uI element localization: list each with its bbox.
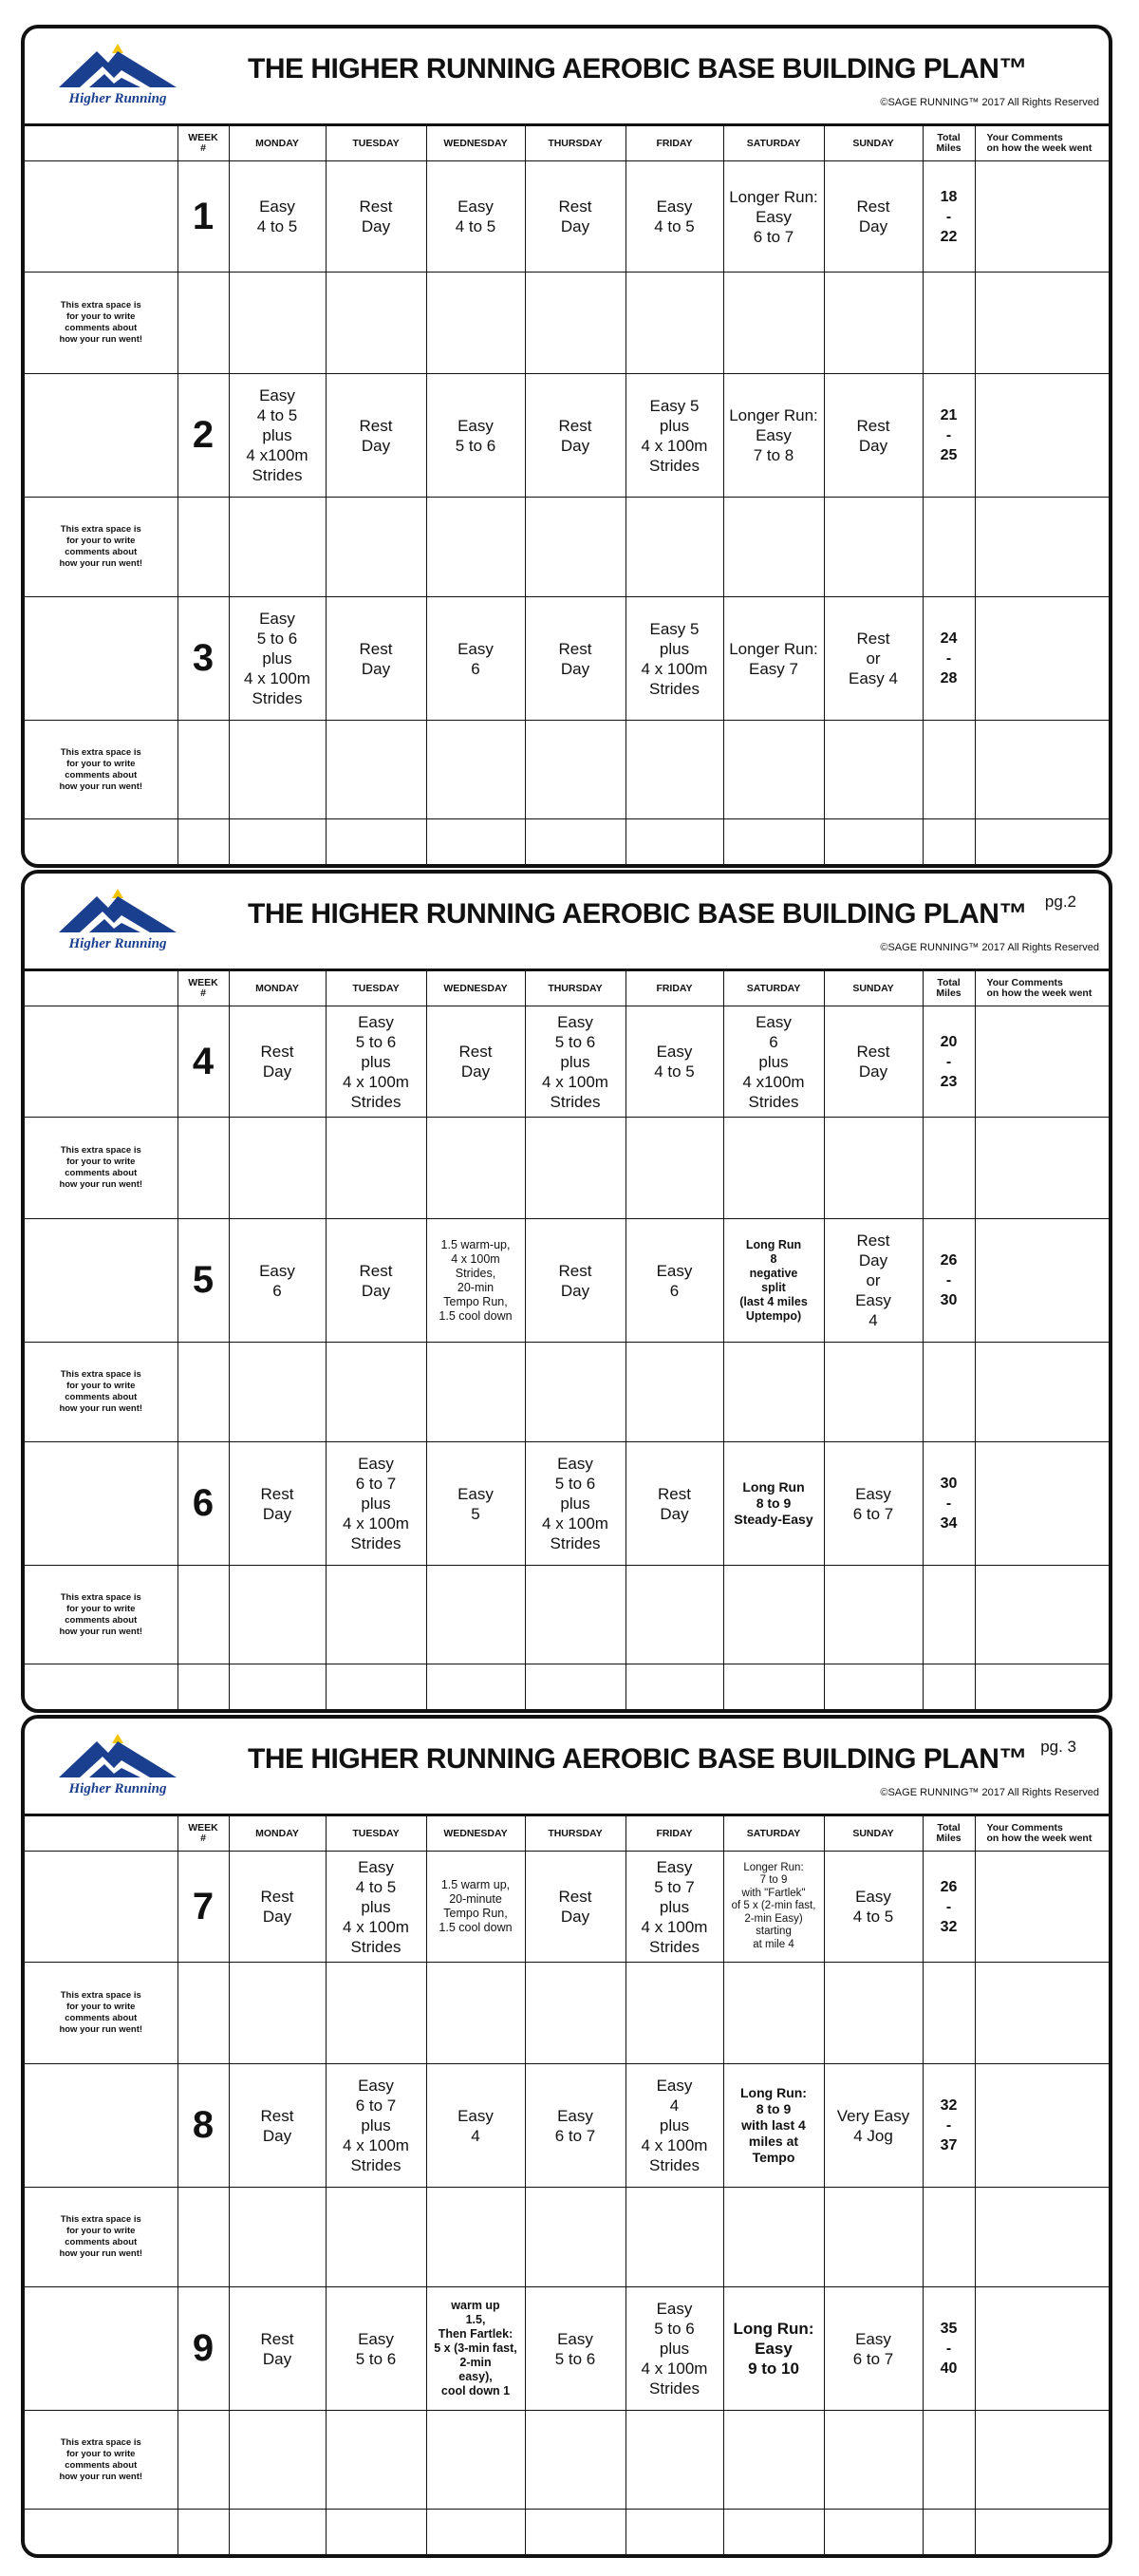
sunday-workout: Easy 6 to 7: [824, 1442, 923, 1566]
header-row: [25, 1816, 1109, 1852]
week-row: [25, 161, 1109, 273]
page-number: pg.2: [1044, 893, 1076, 911]
monday-workout: Rest Day: [229, 2064, 326, 2188]
page-number: pg. 3: [1040, 1738, 1076, 1756]
label-cell: [25, 1442, 177, 1566]
week-comments-cell[interactable]: [975, 374, 1109, 498]
total-miles: 24 - 28: [923, 597, 975, 721]
plan-page-1: [21, 25, 1112, 868]
notes-hint: This extra space is for your to write comments about how your run went!: [25, 2188, 177, 2287]
label-cell: [25, 1852, 177, 1963]
week-number: 4: [177, 1006, 229, 1118]
saturday-workout: Long Run: 8 to 9 with last 4 miles at Tempo: [723, 2064, 824, 2188]
tuesday-header: TUESDAY: [326, 1816, 426, 1852]
copyright-notice: ©SAGE RUNNING™ 2017 All Rights Reserved: [880, 942, 1099, 953]
friday-workout: Easy 4 to 5: [626, 161, 723, 273]
sunday-workout: Rest Day: [824, 374, 923, 498]
thursday-workout: Rest Day: [525, 597, 626, 721]
label-cell: [25, 2287, 177, 2411]
week-number: 5: [177, 1219, 229, 1343]
week-number: 8: [177, 2064, 229, 2188]
week-header: WEEK #: [177, 1816, 229, 1852]
plan-page-2: [21, 870, 1112, 1713]
monday-workout: Easy 4 to 5 plus 4 x100m Strides: [229, 374, 326, 498]
notes-row: [25, 273, 1109, 374]
schedule-table: [25, 971, 1109, 1713]
saturday-workout: Easy 6 plus 4 x100m Strides: [723, 1006, 824, 1118]
comments-header: Your Comments on how the week went: [975, 971, 1109, 1006]
notes-row: [25, 2188, 1109, 2287]
svg-text:Higher Running: Higher Running: [68, 91, 167, 106]
notes-hint: This extra space is for your to write comments about how your run went!: [25, 721, 177, 819]
week-row: [25, 1442, 1109, 1566]
total-miles-header: Total Miles: [923, 1816, 975, 1852]
blank-header: [25, 126, 177, 161]
week-number: 3: [177, 597, 229, 721]
wednesday-workout: Easy 5 to 6: [426, 374, 525, 498]
week-row: [25, 1219, 1109, 1343]
week-comments-cell[interactable]: [975, 1852, 1109, 1963]
thursday-workout: Rest Day: [525, 1219, 626, 1343]
sunday-workout: Rest Day or Easy 4: [824, 1219, 923, 1343]
friday-workout: Easy 5 to 6 plus 4 x 100m Strides: [626, 2287, 723, 2411]
label-cell: [25, 597, 177, 721]
notes-hint: This extra space is for your to write comments about how your run went!: [25, 1963, 177, 2064]
sunday-workout: Rest Day: [824, 1006, 923, 1118]
week-header: WEEK #: [177, 971, 229, 1006]
friday-workout: Easy 4 plus 4 x 100m Strides: [626, 2064, 723, 2188]
wednesday-header: WEDNESDAY: [426, 1816, 525, 1852]
notes-hint: This extra space is for your to write comments about how your run went!: [25, 273, 177, 374]
saturday-workout: Long Run: Easy 9 to 10: [723, 2287, 824, 2411]
monday-workout: Easy 6: [229, 1219, 326, 1343]
notes-hint: This extra space is for your to write comments about how your run went!: [25, 498, 177, 597]
thursday-workout: Easy 5 to 6: [525, 2287, 626, 2411]
svg-text:Higher Running: Higher Running: [68, 936, 167, 951]
saturday-workout: Long Run 8 negative split (last 4 miles Uptempo): [723, 1219, 824, 1343]
tuesday-workout: Easy 4 to 5 plus 4 x 100m Strides: [326, 1852, 426, 1963]
thursday-workout: Easy 5 to 6 plus 4 x 100m Strides: [525, 1442, 626, 1566]
blank-row: [25, 2510, 1109, 2559]
total-miles: 26 - 30: [923, 1219, 975, 1343]
notes-row: [25, 1963, 1109, 2064]
page-header: [25, 1719, 1109, 1816]
week-row: [25, 597, 1109, 721]
notes-hint: This extra space is for your to write comments about how your run went!: [25, 2411, 177, 2510]
week-row: [25, 1852, 1109, 1963]
week-number: 6: [177, 1442, 229, 1566]
total-miles: 20 - 23: [923, 1006, 975, 1118]
friday-workout: Easy 5 plus 4 x 100m Strides: [626, 374, 723, 498]
tuesday-workout: Easy 5 to 6 plus 4 x 100m Strides: [326, 1006, 426, 1118]
notes-row: [25, 1118, 1109, 1219]
label-cell: [25, 161, 177, 273]
comments-header: Your Comments on how the week went: [975, 1816, 1109, 1852]
week-comments-cell[interactable]: [975, 2064, 1109, 2188]
thursday-header: THURSDAY: [525, 1816, 626, 1852]
thursday-workout: Rest Day: [525, 1852, 626, 1963]
notes-row: [25, 721, 1109, 819]
wednesday-header: WEDNESDAY: [426, 126, 525, 161]
week-comments-cell[interactable]: [975, 2287, 1109, 2411]
higher-running-logo: [51, 38, 184, 114]
notes-hint: This extra space is for your to write comments about how your run went!: [25, 1343, 177, 1442]
higher-running-logo: [51, 1728, 184, 1804]
tuesday-workout: Rest Day: [326, 374, 426, 498]
monday-header: MONDAY: [229, 1816, 326, 1852]
plan-page-3: [21, 1715, 1112, 2558]
blank-row: [25, 1664, 1109, 1714]
sunday-workout: Rest or Easy 4: [824, 597, 923, 721]
week-number: 9: [177, 2287, 229, 2411]
total-miles-header: Total Miles: [923, 126, 975, 161]
page-title: THE HIGHER RUNNING AEROBIC BASE BUILDING PLAN™: [248, 898, 1027, 930]
copyright-notice: ©SAGE RUNNING™ 2017 All Rights Reserved: [880, 1787, 1099, 1798]
friday-workout: Easy 4 to 5: [626, 1006, 723, 1118]
wednesday-workout: Easy 4 to 5: [426, 161, 525, 273]
monday-workout: Rest Day: [229, 2287, 326, 2411]
thursday-header: THURSDAY: [525, 126, 626, 161]
sunday-header: SUNDAY: [824, 1816, 923, 1852]
saturday-workout: Longer Run: Easy 7: [723, 597, 824, 721]
thursday-workout: Rest Day: [525, 374, 626, 498]
label-cell: [25, 1219, 177, 1343]
saturday-header: SATURDAY: [723, 1816, 824, 1852]
label-cell: [25, 1006, 177, 1118]
monday-workout: Easy 4 to 5: [229, 161, 326, 273]
notes-hint: This extra space is for your to write comments about how your run went!: [25, 1566, 177, 1664]
monday-workout: Rest Day: [229, 1006, 326, 1118]
comments-header: Your Comments on how the week went: [975, 126, 1109, 161]
week-row: [25, 2287, 1109, 2411]
saturday-header: SATURDAY: [723, 126, 824, 161]
wednesday-workout: Easy 5: [426, 1442, 525, 1566]
total-miles: 26 - 32: [923, 1852, 975, 1963]
sunday-workout: Rest Day: [824, 161, 923, 273]
wednesday-workout: 1.5 warm up, 20-minute Tempo Run, 1.5 cool down: [426, 1852, 525, 1963]
label-cell: [25, 2064, 177, 2188]
saturday-workout: Longer Run: Easy 6 to 7: [723, 161, 824, 273]
saturday-workout: Longer Run: 7 to 9 with "Fartlek" of 5 x (2-min fast, 2-min Easy) starting at mile 4: [723, 1852, 824, 1963]
notes-row: [25, 1566, 1109, 1664]
notes-hint: This extra space is for your to write comments about how your run went!: [25, 1118, 177, 1219]
tuesday-header: TUESDAY: [326, 126, 426, 161]
total-miles: 35 - 40: [923, 2287, 975, 2411]
tuesday-workout: Easy 6 to 7 plus 4 x 100m Strides: [326, 1442, 426, 1566]
monday-header: MONDAY: [229, 971, 326, 1006]
tuesday-workout: Rest Day: [326, 1219, 426, 1343]
sunday-workout: Easy 4 to 5: [824, 1852, 923, 1963]
wednesday-header: WEDNESDAY: [426, 971, 525, 1006]
tuesday-workout: Rest Day: [326, 597, 426, 721]
wednesday-workout: 1.5 warm-up, 4 x 100m Strides, 20-min Tempo Run, 1.5 cool down: [426, 1219, 525, 1343]
copyright-notice: ©SAGE RUNNING™ 2017 All Rights Reserved: [880, 97, 1099, 108]
schedule-table: [25, 1816, 1109, 2558]
monday-header: MONDAY: [229, 126, 326, 161]
friday-workout: Easy 5 plus 4 x 100m Strides: [626, 597, 723, 721]
header-row: [25, 126, 1109, 161]
friday-workout: Easy 5 to 7 plus 4 x 100m Strides: [626, 1852, 723, 1963]
wednesday-workout: warm up 1.5, Then Fartlek: 5 x (3-min fast, 2-min easy), cool down 1: [426, 2287, 525, 2411]
thursday-workout: Easy 5 to 6 plus 4 x 100m Strides: [525, 1006, 626, 1118]
page-title: THE HIGHER RUNNING AEROBIC BASE BUILDING PLAN™: [248, 53, 1027, 85]
week-row: [25, 1006, 1109, 1118]
tuesday-header: TUESDAY: [326, 971, 426, 1006]
week-comments-cell[interactable]: [975, 1006, 1109, 1118]
blank-header: [25, 971, 177, 1006]
notes-row: [25, 498, 1109, 597]
week-comments-cell[interactable]: [975, 1442, 1109, 1566]
wednesday-workout: Easy 6: [426, 597, 525, 721]
saturday-workout: Long Run 8 to 9 Steady-Easy: [723, 1442, 824, 1566]
total-miles: 32 - 37: [923, 2064, 975, 2188]
sunday-header: SUNDAY: [824, 126, 923, 161]
thursday-workout: Rest Day: [525, 161, 626, 273]
friday-header: FRIDAY: [626, 126, 723, 161]
thursday-header: THURSDAY: [525, 971, 626, 1006]
tuesday-workout: Easy 6 to 7 plus 4 x 100m Strides: [326, 2064, 426, 2188]
page-header: [25, 874, 1109, 971]
sunday-workout: Easy 6 to 7: [824, 2287, 923, 2411]
week-number: 2: [177, 374, 229, 498]
blank-header: [25, 1816, 177, 1852]
saturday-workout: Longer Run: Easy 7 to 8: [723, 374, 824, 498]
total-miles: 30 - 34: [923, 1442, 975, 1566]
header-row: [25, 971, 1109, 1006]
page-header: [25, 28, 1109, 126]
wednesday-workout: Rest Day: [426, 1006, 525, 1118]
week-number: 7: [177, 1852, 229, 1963]
friday-header: FRIDAY: [626, 971, 723, 1006]
week-row: [25, 2064, 1109, 2188]
notes-row: [25, 1343, 1109, 1442]
week-comments-cell[interactable]: [975, 597, 1109, 721]
wednesday-workout: Easy 4: [426, 2064, 525, 2188]
blank-row: [25, 819, 1109, 869]
total-miles: 18 - 22: [923, 161, 975, 273]
week-comments-cell[interactable]: [975, 161, 1109, 273]
total-miles: 21 - 25: [923, 374, 975, 498]
svg-text:Higher Running: Higher Running: [68, 1781, 167, 1796]
week-comments-cell[interactable]: [975, 1219, 1109, 1343]
week-row: [25, 374, 1109, 498]
higher-running-logo: [51, 883, 184, 959]
week-number: 1: [177, 161, 229, 273]
monday-workout: Easy 5 to 6 plus 4 x 100m Strides: [229, 597, 326, 721]
page-title: THE HIGHER RUNNING AEROBIC BASE BUILDING PLAN™: [248, 1743, 1027, 1775]
monday-workout: Rest Day: [229, 1442, 326, 1566]
friday-workout: Easy 6: [626, 1219, 723, 1343]
saturday-header: SATURDAY: [723, 971, 824, 1006]
thursday-workout: Easy 6 to 7: [525, 2064, 626, 2188]
sunday-workout: Very Easy 4 Jog: [824, 2064, 923, 2188]
friday-header: FRIDAY: [626, 1816, 723, 1852]
tuesday-workout: Easy 5 to 6: [326, 2287, 426, 2411]
friday-workout: Rest Day: [626, 1442, 723, 1566]
tuesday-workout: Rest Day: [326, 161, 426, 273]
label-cell: [25, 374, 177, 498]
monday-workout: Rest Day: [229, 1852, 326, 1963]
schedule-table: [25, 126, 1109, 868]
sunday-header: SUNDAY: [824, 971, 923, 1006]
week-header: WEEK #: [177, 126, 229, 161]
notes-row: [25, 2411, 1109, 2510]
total-miles-header: Total Miles: [923, 971, 975, 1006]
